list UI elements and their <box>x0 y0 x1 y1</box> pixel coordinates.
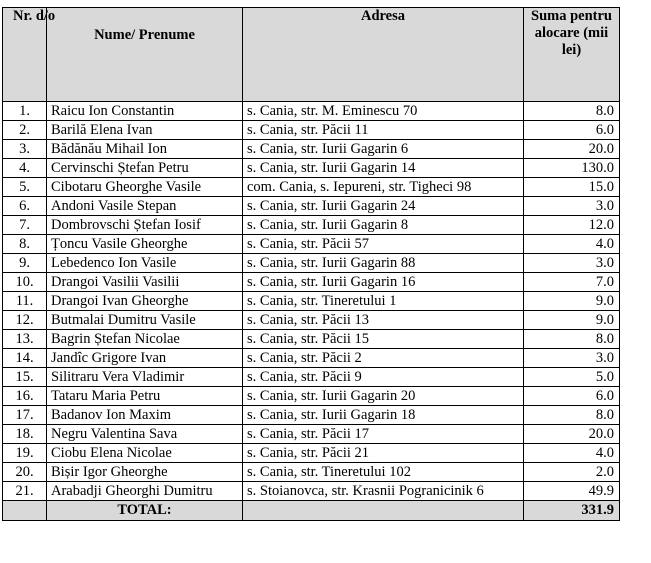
table-row <box>3 273 620 292</box>
row-sum: 8.0 <box>524 330 620 349</box>
row-nr: 19. <box>3 444 47 463</box>
row-name: Lebedenco Ion Vasile <box>47 254 243 273</box>
table-row <box>3 292 620 311</box>
table-row <box>3 178 620 197</box>
row-name: Negru Valentina Sava <box>47 425 243 444</box>
row-sum: 20.0 <box>524 140 620 159</box>
row-nr: 1. <box>3 102 47 121</box>
row-nr: 18. <box>3 425 47 444</box>
table-row <box>3 235 620 254</box>
row-sum: 15.0 <box>524 178 620 197</box>
row-sum: 3.0 <box>524 254 620 273</box>
table-row <box>3 349 620 368</box>
row-nr: 16. <box>3 387 47 406</box>
row-sum: 6.0 <box>524 387 620 406</box>
row-sum: 3.0 <box>524 349 620 368</box>
row-nr: 14. <box>3 349 47 368</box>
table-row <box>3 254 620 273</box>
row-name: Cervinschi Ștefan Petru <box>47 159 243 178</box>
row-address: s. Cania, str. Iurii Gagarin 88 <box>243 254 524 273</box>
table-row <box>3 330 620 349</box>
row-name: Ciobu Elena Nicolae <box>47 444 243 463</box>
table-row <box>3 121 620 140</box>
row-name: Andoni Vasile Stepan <box>47 197 243 216</box>
row-nr: 8. <box>3 235 47 254</box>
row-name: Butmalai Dumitru Vasile <box>47 311 243 330</box>
table-row <box>3 311 620 330</box>
table-row <box>3 387 620 406</box>
table-row <box>3 216 620 235</box>
row-nr: 4. <box>3 159 47 178</box>
row-name: Bișir Igor Gheorghe <box>47 463 243 482</box>
header-name: Nume/ Prenume <box>47 8 243 102</box>
row-nr: 15. <box>3 368 47 387</box>
row-nr: 12. <box>3 311 47 330</box>
header-nr: Nr. d/o <box>3 8 47 102</box>
total-label: TOTAL: <box>47 501 243 521</box>
total-value: 331.9 <box>524 501 620 521</box>
row-name: Cibotaru Gheorghe Vasile <box>47 178 243 197</box>
row-sum: 5.0 <box>524 368 620 387</box>
row-name: Bagrin Ștefan Nicolae <box>47 330 243 349</box>
row-name: Barilă Elena Ivan <box>47 121 243 140</box>
row-sum: 20.0 <box>524 425 620 444</box>
row-sum: 7.0 <box>524 273 620 292</box>
row-nr: 13. <box>3 330 47 349</box>
table-row <box>3 406 620 425</box>
row-nr: 20. <box>3 463 47 482</box>
row-nr: 7. <box>3 216 47 235</box>
row-address: s. Cania, str. Păcii 57 <box>243 235 524 254</box>
row-nr: 21. <box>3 482 47 501</box>
total-empty-cell <box>243 501 524 521</box>
row-sum: 9.0 <box>524 292 620 311</box>
row-address: com. Cania, s. Iepureni, str. Tigheci 98 <box>243 178 524 197</box>
row-nr: 9. <box>3 254 47 273</box>
row-address: s. Cania, str. M. Eminescu 70 <box>243 102 524 121</box>
row-name: Silitraru Vera Vladimir <box>47 368 243 387</box>
row-address: s. Cania, str. Păcii 17 <box>243 425 524 444</box>
row-address: s. Cania, str. Iurii Gagarin 16 <box>243 273 524 292</box>
row-address: s. Cania, str. Păcii 13 <box>243 311 524 330</box>
row-sum: 3.0 <box>524 197 620 216</box>
row-nr: 5. <box>3 178 47 197</box>
table-row <box>3 368 620 387</box>
row-sum: 4.0 <box>524 235 620 254</box>
row-address: s. Cania, str. Iurii Gagarin 14 <box>243 159 524 178</box>
table-row <box>3 159 620 178</box>
row-address: s. Cania, str. Tineretului 1 <box>243 292 524 311</box>
row-nr: 17. <box>3 406 47 425</box>
row-nr: 10. <box>3 273 47 292</box>
table-row <box>3 463 620 482</box>
row-address: s. Cania, str. Iurii Gagarin 6 <box>243 140 524 159</box>
header-sum: Suma pentru alocare (mii lei) <box>524 8 620 102</box>
total-empty-cell <box>3 501 47 521</box>
table-row <box>3 425 620 444</box>
row-address: s. Cania, str. Păcii 2 <box>243 349 524 368</box>
row-nr: 11. <box>3 292 47 311</box>
row-address: s. Cania, str. Păcii 11 <box>243 121 524 140</box>
row-address: s. Cania, str. Iurii Gagarin 20 <box>243 387 524 406</box>
table-header-row <box>3 8 620 102</box>
row-name: Arabadji Gheorghi Dumitru <box>47 482 243 501</box>
row-nr: 3. <box>3 140 47 159</box>
row-name: Țoncu Vasile Gheorghe <box>47 235 243 254</box>
row-address: s. Cania, str. Păcii 21 <box>243 444 524 463</box>
row-address: s. Cania, str. Iurii Gagarin 18 <box>243 406 524 425</box>
row-sum: 4.0 <box>524 444 620 463</box>
table-row <box>3 140 620 159</box>
row-name: Dombrovschi Ștefan Iosif <box>47 216 243 235</box>
row-address: s. Cania, str. Iurii Gagarin 8 <box>243 216 524 235</box>
table-row <box>3 102 620 121</box>
row-nr: 2. <box>3 121 47 140</box>
row-address: s. Cania, str. Iurii Gagarin 24 <box>243 197 524 216</box>
row-sum: 49.9 <box>524 482 620 501</box>
row-address: s. Cania, str. Păcii 15 <box>243 330 524 349</box>
row-sum: 6.0 <box>524 121 620 140</box>
row-name: Tataru Maria Petru <box>47 387 243 406</box>
table-row <box>3 197 620 216</box>
total-row <box>3 501 620 521</box>
row-sum: 8.0 <box>524 102 620 121</box>
row-name: Jandîc Grigore Ivan <box>47 349 243 368</box>
table-row <box>3 444 620 463</box>
table-row <box>3 482 620 501</box>
row-sum: 130.0 <box>524 159 620 178</box>
row-address: s. Cania, str. Tineretului 102 <box>243 463 524 482</box>
row-name: Badanov Ion Maxim <box>47 406 243 425</box>
row-sum: 12.0 <box>524 216 620 235</box>
header-address: Adresa <box>243 8 524 102</box>
row-name: Raicu Ion Constantin <box>47 102 243 121</box>
row-nr: 6. <box>3 197 47 216</box>
row-sum: 9.0 <box>524 311 620 330</box>
row-name: Drangoi Vasilii Vasilii <box>47 273 243 292</box>
row-name: Bădănău Mihail Ion <box>47 140 243 159</box>
row-sum: 8.0 <box>524 406 620 425</box>
allocation-table <box>2 7 620 521</box>
row-sum: 2.0 <box>524 463 620 482</box>
row-address: s. Cania, str. Păcii 9 <box>243 368 524 387</box>
row-address: s. Stoianovca, str. Krasnii Pogranicinik 6 <box>243 482 524 501</box>
row-name: Drangoi Ivan Gheorghe <box>47 292 243 311</box>
